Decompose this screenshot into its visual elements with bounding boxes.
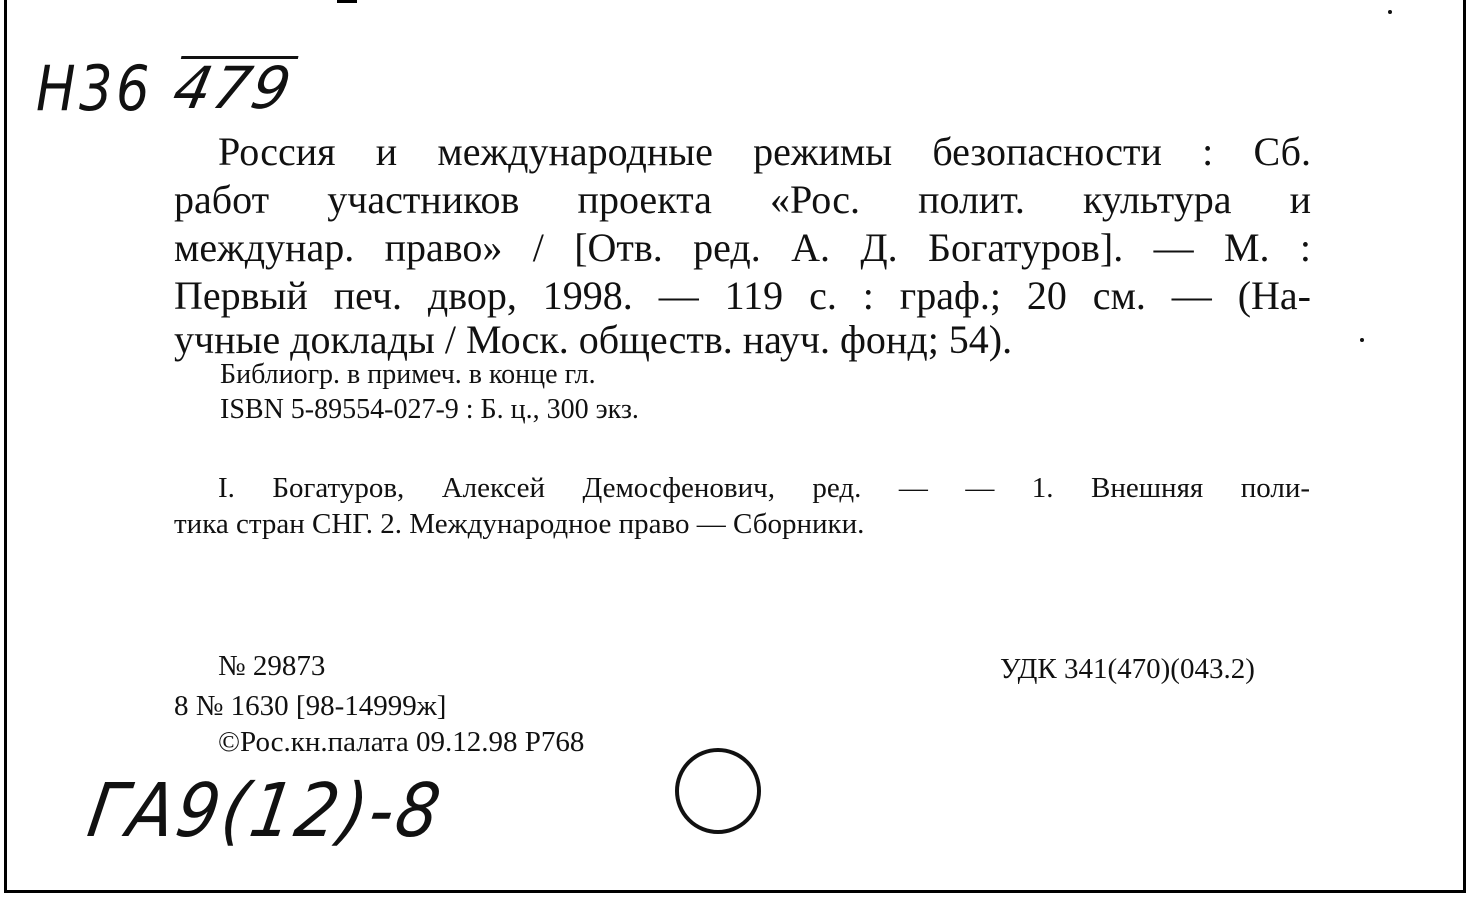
handwritten-shelf-number: 479 bbox=[167, 54, 299, 122]
title-line-1: Россия и международные режимы безопасности : Сб. bbox=[218, 129, 1311, 174]
tracing-line-2: тика стран СНГ. 2. Международное право — Сборники. bbox=[174, 508, 865, 540]
punch-hole-circle bbox=[675, 748, 761, 834]
card-border-top-mark bbox=[337, 0, 357, 3]
speck bbox=[1360, 338, 1364, 342]
handwritten-classification-code: ГА9(12)-8 bbox=[82, 768, 449, 854]
udk-code: УДК 341(470)(043.2) bbox=[1000, 653, 1255, 685]
copyright-line: ©Рос.кн.палата 09.12.98 Р768 bbox=[218, 726, 585, 758]
isbn-line: ISBN 5-89554-027-9 : Б. ц., 300 экз. bbox=[220, 394, 639, 425]
bibliography-note: Библиогр. в примеч. в конце гл. bbox=[220, 359, 596, 390]
card-border-bottom bbox=[4, 890, 1466, 893]
title-line-4: Первый печ. двор, 1998. — 119 с. : граф.; 20 см. — (На- bbox=[174, 273, 1311, 318]
handwritten-shelf-mark: Н36 bbox=[36, 52, 153, 125]
card-border-right bbox=[1463, 0, 1466, 893]
title-line-3: междунар. право» / [Отв. ред. А. Д. Богатуров]. — М. : bbox=[174, 225, 1311, 270]
title-line-5: учные доклады / Моск. обществ. науч. фонд; 54). bbox=[174, 317, 1013, 362]
tracing-line-1: I. Богатуров, Алексей Демосфенович, ред. — — 1. Внешняя поли- bbox=[218, 472, 1310, 504]
card-border-left bbox=[4, 0, 7, 893]
copy-line: 8 № 1630 [98-14999ж] bbox=[174, 690, 447, 722]
speck bbox=[1388, 10, 1392, 14]
title-line-2: работ участников проекта «Рос. полит. культура и bbox=[174, 177, 1311, 222]
record-number: № 29873 bbox=[218, 650, 326, 682]
